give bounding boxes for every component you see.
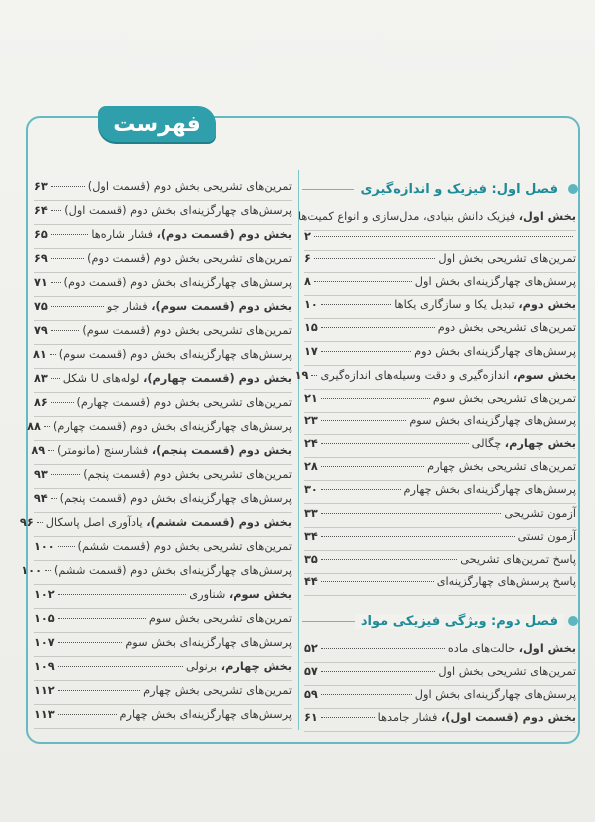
toc-entry-title	[59, 348, 292, 361]
toc-entry-text: تمرین‌های تشریحی بخش اول	[438, 665, 576, 678]
toc-entry-title	[46, 516, 292, 529]
toc-entry	[304, 553, 576, 571]
toc-entry-page: ۲۳	[304, 414, 318, 427]
toc-entry	[304, 507, 576, 525]
row-separator	[34, 224, 292, 225]
dot-leader	[58, 714, 117, 715]
row-separator	[304, 503, 576, 504]
toc-entry-section: بخش دوم (قسمت چهارم)،	[143, 372, 292, 385]
toc-entry-title	[460, 553, 576, 566]
toc-entry-text: آزمون تستی	[517, 530, 576, 543]
row-separator	[304, 341, 576, 342]
toc-entry-page: ۸۹	[31, 444, 46, 457]
row-separator	[34, 248, 292, 249]
row-separator	[304, 295, 576, 296]
toc-entry-page: ۸۱	[32, 348, 47, 361]
toc-entry-title	[186, 660, 292, 673]
row-separator	[34, 296, 292, 297]
dot-leader	[321, 466, 424, 467]
toc-entry-page: ۱۵	[304, 321, 318, 334]
toc-entry-page: ۷۱	[34, 276, 48, 289]
toc-entry	[304, 275, 576, 293]
toc-entry	[34, 708, 292, 726]
row-separator	[34, 632, 292, 633]
toc-entry	[34, 636, 292, 654]
toc-entry-text: تمرین‌های تشریحی بخش دوم (قسمت چهارم)	[76, 396, 292, 409]
chapter-1-label: فصل اول: فیزیک و اندازه‌گیری	[354, 182, 564, 197]
toc-entry	[304, 230, 576, 248]
toc-entry	[34, 324, 292, 342]
dot-leader	[321, 327, 435, 328]
toc-entry-title	[54, 564, 292, 577]
dot-leader	[51, 378, 60, 379]
toc-entry-title	[149, 612, 292, 625]
dot-leader	[51, 498, 57, 499]
toc-entry-title	[77, 396, 292, 409]
dot-leader	[51, 282, 61, 283]
row-separator	[34, 488, 292, 489]
toc-entry	[304, 345, 576, 363]
toc-entry-page: ۴۴	[304, 575, 318, 588]
toc-entry-title	[518, 530, 576, 543]
column-divider	[298, 170, 299, 730]
toc-entry-text: پرسش‌های چهارگزینه‌ای بخش اول	[414, 688, 576, 701]
row-separator	[304, 550, 576, 551]
toc-entry-text: تمرین‌های تشریحی بخش اول	[438, 252, 576, 265]
toc-entry	[304, 437, 576, 455]
chapter-rule	[302, 189, 354, 190]
toc-entry-text: پرسش‌های چهارگزینه‌ای بخش دوم (قسمت ششم)	[53, 564, 292, 577]
toc-entry-title	[143, 684, 292, 697]
toc-entry-title	[433, 392, 576, 405]
toc-entry-page: ۶۴	[34, 204, 48, 217]
toc-entry-title	[404, 483, 576, 496]
dot-leader	[314, 281, 412, 282]
toc-entry-title	[82, 324, 292, 337]
toc-entry	[297, 210, 576, 228]
toc-entry	[304, 298, 576, 316]
toc-entry-page: ۳۳	[304, 507, 318, 520]
toc-entry	[304, 530, 576, 548]
toc-entry	[304, 321, 576, 339]
toc-entry-text: پرسش‌های چهارگزینه‌ای بخش دوم (قسمت پنجم)	[59, 492, 292, 505]
row-separator	[304, 365, 576, 366]
toc-entry	[34, 684, 292, 702]
toc-entry-section: بخش اول،	[518, 642, 576, 655]
toc-entry-page: ۲۴	[304, 437, 318, 450]
toc-entry-title	[415, 688, 576, 701]
toc-entry-text: شناوری	[189, 588, 229, 601]
toc-entry-section: بخش دوم (قسمت دوم)،	[156, 228, 292, 241]
toc-entry-page: ۸	[304, 275, 311, 288]
toc-entry-section: بخش دوم (قسمت پنجم)،	[151, 444, 292, 457]
row-separator	[34, 320, 292, 321]
toc-entry-text: یادآوری اصل پاسکال	[45, 516, 147, 529]
toc-entry	[34, 372, 292, 390]
toc-entry-text: پرسش‌های چهارگزینه‌ای بخش چهارم	[119, 708, 292, 721]
toc-entry	[34, 540, 292, 558]
row-separator	[34, 200, 292, 201]
toc-entry-page: ۲	[304, 230, 311, 243]
toc-entry	[304, 483, 576, 501]
toc-entry-title	[189, 588, 292, 601]
toc-entry-section: بخش چهارم،	[220, 660, 292, 673]
toc-entry-title	[63, 372, 292, 385]
dot-leader	[311, 375, 317, 376]
toc-entry-text: پرسش‌های چهارگزینه‌ای بخش اول	[414, 275, 576, 288]
row-separator	[304, 527, 576, 528]
toc-entry-page: ۶۳	[34, 180, 48, 193]
toc-entry-title	[448, 642, 576, 655]
toc-entry	[304, 642, 576, 660]
toc-entry-page: ۵۲	[304, 642, 318, 655]
chapter-2-label: فصل دوم: ویژگی فیزیکی مواد	[355, 614, 564, 629]
toc-entry-title	[88, 180, 292, 193]
dot-leader	[58, 690, 140, 691]
toc-entry-text: آزمون تشریحی	[504, 507, 576, 520]
toc-entry-text: تمرین‌های تشریحی بخش دوم (قسمت اول)	[87, 180, 292, 193]
toc-entry-section: بخش سوم،	[512, 369, 576, 382]
row-separator	[34, 560, 292, 561]
toc-entry-title	[438, 252, 576, 265]
dot-leader	[51, 234, 89, 235]
dot-leader	[321, 671, 436, 672]
row-separator	[304, 457, 576, 458]
dot-leader	[50, 354, 56, 355]
toc-entry-text: تبدیل یکا و سازگاری یکاها	[394, 298, 519, 311]
dot-leader	[321, 581, 434, 582]
toc-entry-text: پرسش‌های چهارگزینه‌ای بخش چهارم	[403, 483, 576, 496]
dot-leader	[51, 210, 61, 211]
chapter-2-heading	[302, 610, 578, 632]
toc-entry	[304, 665, 576, 683]
toc-entry-title	[472, 437, 576, 450]
toc-entry-section: بخش دوم (قسمت اول)،	[441, 711, 576, 724]
toc-entry	[34, 660, 292, 678]
dot-leader	[321, 717, 375, 718]
toc-entry-text: پرسش‌های چهارگزینه‌ای بخش دوم (قسمت دوم)	[63, 276, 292, 289]
row-separator	[34, 656, 292, 657]
toc-entry-text: فیزیک دانش بنیادی، مدل‌سازی و انواع کمیت‌ها	[297, 210, 519, 223]
row-separator	[304, 685, 576, 686]
toc-entry-page: ۸۳	[34, 372, 48, 385]
toc-entry-text: پرسش‌های چهارگزینه‌ای بخش سوم	[125, 636, 292, 649]
toc-entry-title	[298, 210, 576, 223]
dot-leader	[321, 304, 391, 305]
toc-entry-title	[320, 369, 576, 382]
dot-leader	[44, 426, 50, 427]
chapter-rule	[302, 621, 355, 622]
row-separator	[34, 272, 292, 273]
row-separator	[34, 608, 292, 609]
toc-entry	[31, 444, 292, 462]
toc-entry-text: تمرین‌های تشریحی بخش دوم (قسمت دوم)	[87, 252, 292, 265]
dot-leader	[321, 513, 502, 514]
dot-leader	[321, 351, 411, 352]
toc-entry-title	[78, 540, 292, 553]
toc-entry-page: ۱۰۲	[34, 588, 55, 601]
toc-entry-section: بخش چهارم،	[504, 437, 576, 450]
dot-leader	[314, 236, 573, 237]
dot-leader	[321, 420, 407, 421]
dot-leader	[45, 570, 51, 571]
dot-leader	[51, 402, 74, 403]
dot-leader	[321, 489, 401, 490]
toc-entry-page: ۷۹	[34, 324, 48, 337]
row-separator	[304, 480, 576, 481]
toc-entry	[304, 688, 576, 706]
toc-entry-section: بخش دوم (قسمت ششم)،	[146, 516, 292, 529]
dot-leader	[321, 559, 457, 560]
toc-entry-text: تمرین‌های تشریحی بخش دوم (قسمت پنجم)	[83, 468, 292, 481]
toc-entry-page: ۶	[304, 252, 311, 265]
toc-entry	[304, 392, 576, 410]
toc-entry	[304, 575, 576, 593]
dot-leader	[321, 648, 445, 649]
toc-entry-text: چگالی	[471, 437, 505, 450]
toc-entry-page: ۵۹	[304, 688, 318, 701]
toc-entry	[34, 204, 292, 222]
toc-entry-page: ۵۷	[304, 665, 318, 678]
toc-entry	[34, 492, 292, 510]
toc-entry	[27, 420, 292, 438]
chapter-bullet-icon	[568, 616, 578, 626]
toc-entry-text: تمرین‌های تشریحی بخش سوم	[432, 392, 576, 405]
toc-entry-title	[64, 276, 292, 289]
toc-entry	[304, 460, 576, 478]
toc-entry-page: ۹۶	[19, 516, 34, 529]
dot-leader	[58, 594, 187, 595]
dot-leader	[48, 450, 54, 451]
toc-entry-section: بخش دوم (قسمت سوم)،	[151, 300, 292, 313]
toc-entry-page: ۶۹	[34, 252, 48, 265]
toc-entry-text: فشارسنج (مانومتر)	[57, 444, 152, 457]
toc-entry-title	[409, 414, 576, 427]
toc-entry-text: حالت‌های ماده	[447, 642, 519, 655]
toc-entry-page: ۱۰۰	[34, 540, 55, 553]
toc-entry-title	[120, 708, 292, 721]
row-separator	[304, 662, 576, 663]
toc-entry-page: ۳۵	[304, 553, 318, 566]
toc-entry-section: بخش اول،	[518, 210, 576, 223]
toc-entry-text: پاسخ تمرین‌های تشریحی	[460, 553, 576, 566]
toc-entry	[34, 276, 292, 294]
row-separator	[34, 440, 292, 441]
toc-entry	[34, 588, 292, 606]
dot-leader	[51, 258, 84, 259]
toc-entry-text: فشار جامدها	[377, 711, 441, 724]
dot-leader	[51, 186, 85, 187]
row-separator	[304, 731, 576, 732]
toc-entry-title	[427, 460, 576, 473]
toc-entry-text: لوله‌های U شکل	[62, 372, 144, 385]
row-separator	[304, 412, 576, 413]
toc-entry-text: پرسش‌های چهارگزینه‌ای بخش دوم (قسمت سوم)	[58, 348, 292, 361]
toc-entry-title	[438, 321, 576, 334]
toc-entry-page: ۲۸	[304, 460, 318, 473]
toc-entry-page: ۹۴	[33, 492, 48, 505]
toc-entry-section: بخش دوم،	[518, 298, 576, 311]
toc-entry-page: ۱۱۳	[34, 708, 55, 721]
dot-leader	[58, 546, 75, 547]
dot-leader	[321, 536, 515, 537]
row-separator	[304, 595, 576, 596]
toc-entry-page: ۸۸	[27, 420, 41, 433]
toc-entry	[34, 468, 292, 486]
toc-entry-page: ۱۷	[304, 345, 318, 358]
toc-entry-page: ۸۶	[34, 396, 48, 409]
toc-entry-text: پرسش‌های چهارگزینه‌ای بخش دوم (قسمت اول)	[64, 204, 292, 217]
toc-entry	[304, 711, 576, 729]
toc-entry-text: پرسش‌های چهارگزینه‌ای بخش دوم	[414, 345, 576, 358]
toc-entry-title	[91, 228, 292, 241]
row-separator	[304, 272, 576, 273]
toc-entry-page: ۳۰	[304, 483, 318, 496]
toc-entry-text: تمرین‌های تشریحی بخش دوم (قسمت ششم)	[77, 540, 292, 553]
toc-entry-text: فشار شاره‌ها	[91, 228, 157, 241]
chapter-bullet-icon	[568, 184, 578, 194]
row-separator	[34, 416, 292, 417]
dot-leader	[321, 398, 430, 399]
row-separator	[34, 512, 292, 513]
toc-entry-title	[378, 711, 576, 724]
toc-entry-title	[53, 420, 292, 433]
dot-leader	[314, 258, 435, 259]
toc-entry-title	[87, 252, 292, 265]
toc-entry-title	[57, 444, 292, 457]
toc-entry	[34, 228, 292, 246]
dot-leader	[58, 642, 123, 643]
toc-entry-title	[415, 275, 576, 288]
dot-leader	[321, 694, 412, 695]
row-separator	[34, 392, 292, 393]
toc-entry-text: تمرین‌های تشریحی بخش دوم (قسمت سوم)	[82, 324, 292, 337]
toc-entry-title	[438, 665, 576, 678]
row-separator	[34, 344, 292, 345]
toc-entry-text: فشار جو	[106, 300, 152, 313]
toc-entry-text: پرسش‌های چهارگزینه‌ای بخش دوم (قسمت چهارم)	[52, 420, 292, 433]
toc-entry-title	[394, 298, 576, 311]
toc-entry-page: ۷۵	[34, 300, 48, 313]
toc-entry-title	[60, 492, 292, 505]
dot-leader	[51, 474, 80, 475]
toc-entry-text: پرسش‌های چهارگزینه‌ای بخش سوم	[409, 414, 576, 427]
toc-entry-page: ۱۰۰	[21, 564, 42, 577]
dot-leader	[58, 618, 146, 619]
toc-entry	[34, 396, 292, 414]
row-separator	[34, 680, 292, 681]
dot-leader	[51, 330, 80, 331]
dot-leader	[51, 306, 104, 307]
toc-entry-text: تمرین‌های تشریحی بخش چهارم	[427, 460, 576, 473]
row-separator	[34, 368, 292, 369]
toc-entry-text: تمرین‌های تشریحی بخش دوم	[437, 321, 576, 334]
toc-entry-page: ۱۹	[294, 369, 309, 382]
toc-entry-page: ۱۰۷	[34, 636, 55, 649]
toc-entry	[34, 252, 292, 270]
row-separator	[304, 573, 576, 574]
toc-entry	[21, 564, 292, 582]
toc-entry-title	[107, 300, 292, 313]
row-separator	[304, 389, 576, 390]
row-separator	[34, 536, 292, 537]
toc-entry-page: ۱۰۹	[34, 660, 55, 673]
row-separator	[34, 464, 292, 465]
dot-leader	[58, 666, 183, 667]
toc-entry	[34, 180, 292, 198]
toc-entry-page: ۱۰۵	[34, 612, 55, 625]
toc-entry-text: پاسخ پرسش‌های چهارگزینه‌ای	[436, 575, 576, 588]
toc-entry-page: ۶۱	[304, 711, 318, 724]
toc-entry-text: اندازه‌گیری و دقت وسیله‌های اندازه‌گیری	[320, 369, 513, 382]
toc-entry-page: ۲۱	[304, 392, 318, 405]
toc-entry-text: تمرین‌های تشریحی بخش چهارم	[143, 684, 292, 697]
chapter-1-heading	[302, 178, 578, 200]
row-separator	[304, 434, 576, 435]
toc-entry	[34, 348, 292, 366]
toc-entry	[294, 369, 576, 387]
toc-title: فهرست	[98, 106, 216, 142]
toc-entry-title	[504, 507, 576, 520]
toc-entry-title	[83, 468, 292, 481]
row-separator	[304, 250, 576, 251]
toc-entry	[34, 300, 292, 318]
row-separator	[34, 584, 292, 585]
toc-entry-title	[437, 575, 576, 588]
toc-entry-section: بخش سوم،	[228, 588, 292, 601]
toc-entry-title	[125, 636, 292, 649]
row-separator	[304, 708, 576, 709]
row-separator	[34, 728, 292, 729]
toc-entry	[304, 252, 576, 270]
toc-entry-title	[64, 204, 292, 217]
toc-entry-page: ۱۰	[304, 298, 318, 311]
row-separator	[304, 318, 576, 319]
toc-entry-page: ۱۱۲	[34, 684, 55, 697]
toc-entry	[34, 612, 292, 630]
toc-entry	[304, 414, 576, 432]
toc-entry	[19, 516, 292, 534]
row-separator	[34, 704, 292, 705]
toc-entry-text: برنولی	[185, 660, 221, 673]
dot-leader	[37, 522, 43, 523]
toc-entry-text: تمرین‌های تشریحی بخش سوم	[148, 612, 292, 625]
toc-entry-page: ۹۳	[34, 468, 48, 481]
dot-leader	[321, 443, 469, 444]
toc-entry-page: ۳۴	[304, 530, 318, 543]
toc-entry-page: ۶۵	[34, 228, 48, 241]
toc-entry-title	[414, 345, 576, 358]
